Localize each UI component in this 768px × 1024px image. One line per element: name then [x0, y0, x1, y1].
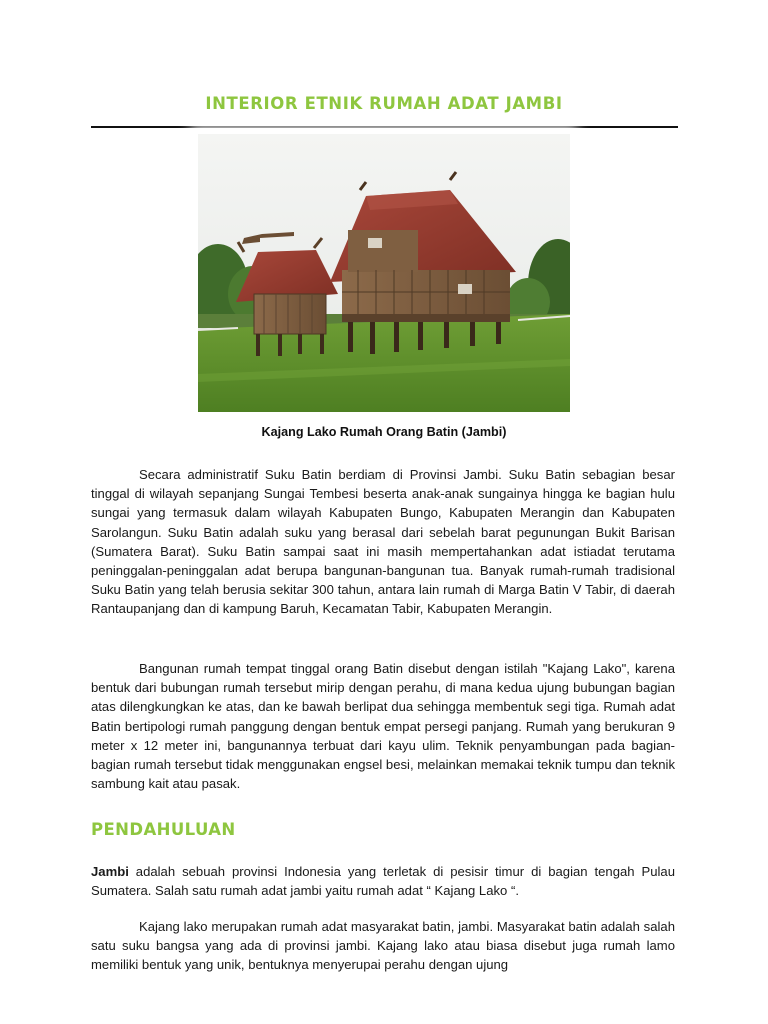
house-photo	[198, 134, 570, 412]
paragraph-intro	[91, 862, 675, 900]
intro-lead-word: Jambi	[91, 864, 129, 879]
paragraph-administrative: Secara administratif Suku Batin berdiam di Provinsi Jambi. Suku Batin sebagian besar tinggal di wilayah sepanjang Sungai Tembesi beserta anak-anak sungainya hingga ke bagian hulu sungai yang termasuk dalam wilayah Kabupaten Bungo, Kabupaten Merangin dan Kabupaten Sarolangun. Suku Batin adalah suku yang berasal dari sebelah barat pegunungan Bukit Barisan (Sumatera Barat). Suku Batin sampai saat ini masih mempertahankan adat istiadat terutama peninggalan-peninggalan adat berupa bangunan-bangunan tua. Banyak rumah-rumah tradisional Suku Batin yang telah berusia sekitar 300 tahun, antara lain rumah di Marga Batin V Tabir, di daerah Rantaupanjang dan di kampung Baruh, Kecamatan Tabir, Kabupaten Merangin.	[91, 467, 675, 617]
paragraph-masyarakat-batin: Kajang lako merupakan rumah adat masyarakat batin, jambi. Masyarakat batin adalah salah satu suku bangsa yang ada di provinsi jambi. Kajang lako atau biasa disebut juga rumah lamo memiliki bentuk yang unik, bentuknya menyerupai perahu dengan ujung	[91, 919, 675, 973]
section-heading: PENDAHULUAN	[91, 820, 236, 839]
document-title: INTERIOR ETNIK RUMAH ADAT JAMBI	[205, 94, 563, 113]
intro-text: adalah sebuah provinsi Indonesia yang terletak di pesisir timur di bagian tengah Pulau Sumatera. Salah satu rumah adat jambi yaitu rumah adat “ Kajang Lako “.	[91, 864, 675, 899]
figure-caption: Kajang Lako Rumah Orang Batin (Jambi)	[261, 425, 507, 439]
paragraph-kajang-lako: Bangunan rumah tempat tinggal orang Batin disebut dengan istilah "Kajang Lako", karena bentuk dari bubungan rumah tersebut mirip dengan perahu, di mana kedua ujung bubungan bagian atas dilengkungkan ke atas, dan ke bawah berlipat dua sehingga membentuk segi tiga. Rumah adat Batin bertipologi rumah panggung dengan bentuk empat persegi panjang. Rumah yang berukuran 9 meter x 12 meter ini, bangunannya terbuat dari kayu ulim. Teknik penyambungan pada bagian-bagian rumah tersebut tidak menggunakan engsel besi, melainkan memakai teknik tumpu dan teknik sambung kait atau pasak.	[91, 661, 675, 792]
title-underline	[91, 126, 678, 128]
kajang-lako-house-illustration	[198, 134, 570, 412]
